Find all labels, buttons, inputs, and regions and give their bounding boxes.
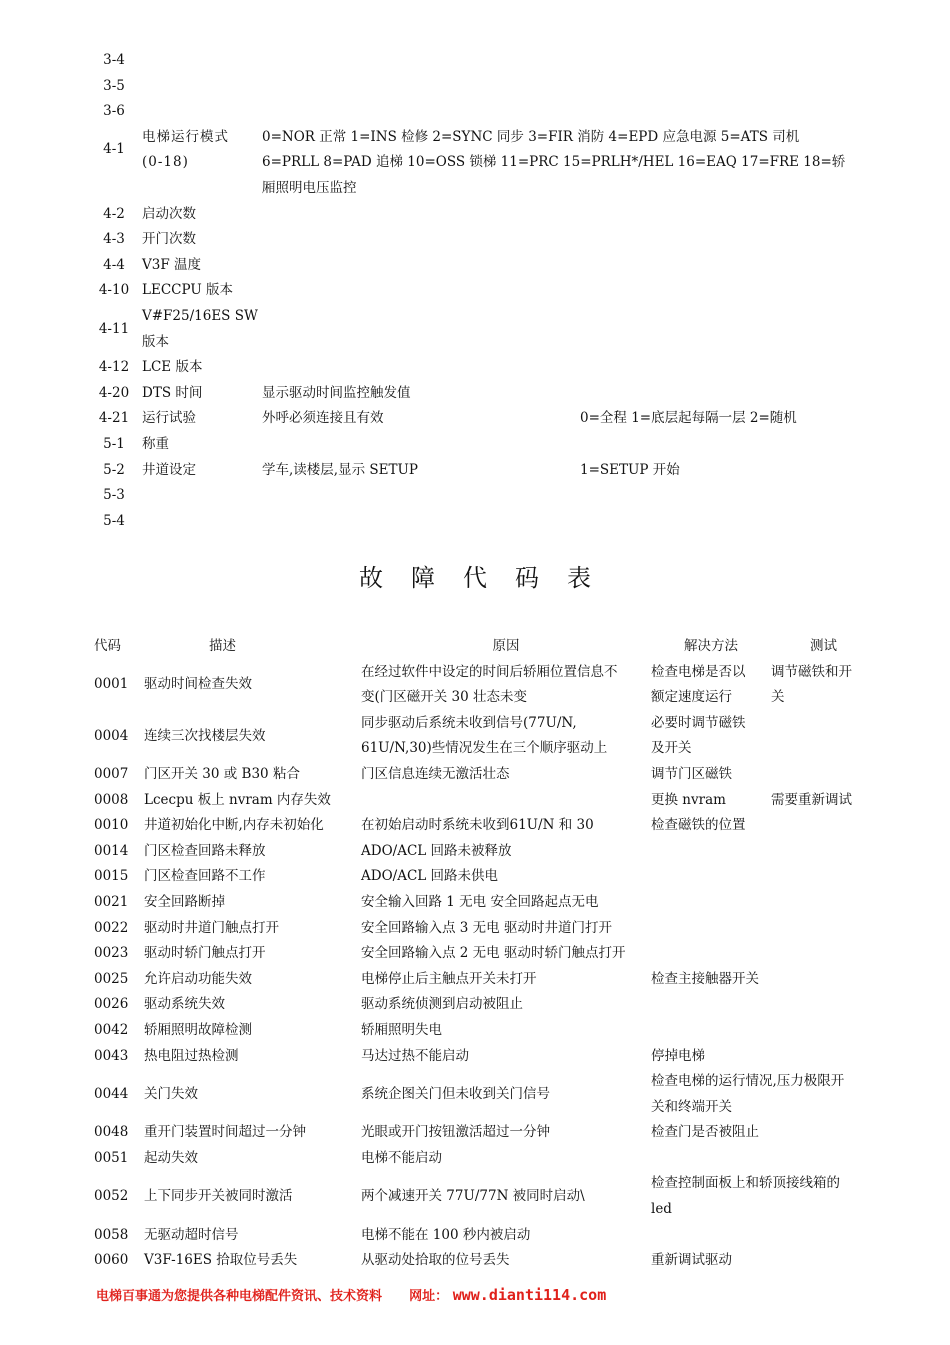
param-row [86,202,876,228]
fault-cause [361,864,651,890]
fault-fix-line: 检查主接触器开关 [651,970,759,987]
fault-desc: 上下同步开关被同时激活 [144,1188,293,1205]
fault-cause-line: 安全输入回路 1 无电 安全回路起点无电 [361,893,599,910]
param-row [86,304,876,355]
fault-fix [651,1248,771,1274]
fault-fix-line: 检查门是否被阻止 [651,1124,759,1141]
fault-fix-line: led [651,1201,672,1218]
param-code: 4-3 [103,231,125,248]
fault-code: 0060 [94,1252,129,1269]
fault-cause-line: 安全回路输入点 3 无电 驱动时井道门打开 [361,919,612,936]
param-row [86,509,876,535]
fault-test-line: 调节磁铁和开 [771,663,852,680]
fault-code: 0051 [94,1149,129,1166]
fault-cause [361,839,651,865]
fault-cause-line: 系统企图关门但未收到关门信号 [361,1085,550,1102]
table-row [86,1120,876,1146]
param-code: 3-6 [103,103,125,120]
param-name: V#F25/16ES SW 版本 [142,307,258,350]
param-code: 5-4 [103,512,125,529]
param-row [86,278,876,304]
param-options: 0=全程 1=底层起每隔一层 2=随机 [580,410,797,427]
param-code: 3-4 [103,52,125,68]
param-code: 4-11 [98,320,130,337]
param-code: 5-2 [103,461,125,478]
fault-fix-line: 关和终端开关 [651,1098,732,1115]
fault-code: 0025 [94,970,129,987]
param-row [86,406,876,432]
param-code: 5-3 [103,487,125,504]
fault-code: 0042 [94,1021,129,1038]
fault-cause [361,1146,651,1172]
param-code: 4-1 [103,140,125,157]
fault-cause-line: 变(门区磁开关 30 壮态未变 [361,689,528,706]
fault-desc: 无驱动超时信号 [144,1226,239,1243]
param-code: 4-12 [98,359,130,376]
fault-fix-line: 必要时调节磁铁 [651,714,746,731]
fault-fix [651,1171,881,1222]
param-row [86,432,876,458]
param-code: 4-10 [98,282,130,299]
parameter-list [86,48,876,534]
param-code: 3-5 [103,77,125,94]
fault-cause-line: 门区信息连续无激活壮态 [361,765,510,782]
fault-cause-line: 从驱动处拾取的位号丢失 [361,1252,510,1269]
fault-desc: 驱动时井道门触点打开 [144,919,279,936]
fault-fix-line: 更换 nvram [651,791,726,808]
fault-code: 0010 [94,817,129,834]
table-row [86,916,876,942]
fault-cause [361,1044,651,1070]
fault-desc: 驱动系统失效 [144,996,225,1013]
param-name: 称重 [142,435,169,452]
fault-cause-line: 马达过热不能启动 [361,1047,469,1064]
param-desc: 外呼必须连接且有效 [262,410,384,427]
table-row [86,890,876,916]
fault-cause [361,1082,651,1108]
fault-test-line: 需要重新调试 [771,791,852,808]
param-row [86,227,876,253]
fault-cause-line: ADO/ACL 回路未被释放 [361,842,512,859]
param-desc: 0=NOR 正常 1=INS 检修 2=SYNC 同步 3=FIR 消防 4=EPD 应急电源 5=ATS 司机 6=PRLL 8=PAD 追梯 10=OSS 锁梯 11=PRC 15=PRLH*/HEL 16=EAQ 17=FRE 18=轿 厢照明电压监控 [262,128,846,196]
fault-code: 0058 [94,1226,129,1243]
fault-fix-line: 调节门区磁铁 [651,765,732,782]
fault-fix-line: 检查控制面板上和轿顶接线箱的 [651,1175,840,1192]
fault-desc: 连续三次找楼层失效 [144,727,266,744]
table-row [86,788,876,814]
fault-cause-line: 61U/N,30)些情况发生在三个顺序驱动上 [361,740,608,757]
fault-desc: Lcecpu 板上 nvram 内存失效 [144,791,331,808]
param-row [86,99,876,125]
param-name: 启动次数 [142,205,196,222]
fault-code: 0044 [94,1085,129,1102]
param-options: 1=SETUP 开始 [580,461,680,478]
param-row [86,381,876,407]
fault-code: 0048 [94,1124,129,1141]
fault-fix [651,711,771,762]
param-row [86,458,876,484]
fault-code: 0043 [94,1047,129,1064]
fault-cause-line: 同步驱动后系统未收到信号(77U/N, [361,714,577,731]
fault-cause-line: 电梯不能启动 [361,1149,442,1166]
fault-fix [651,1069,881,1120]
table-header [86,634,876,660]
fault-cause [361,941,651,967]
fault-desc: 重开门装置时间超过一分钟 [144,1124,306,1141]
header-fix: 解决方法 [684,638,738,654]
fault-cause [361,762,651,788]
fault-cause [361,660,651,711]
fault-desc: 驱动时间检查失效 [144,676,252,693]
fault-cause [361,711,651,762]
fault-desc: 驱动时轿门触点打开 [144,945,266,962]
page-title: 故障代码表 [359,564,619,592]
param-name: LECCPU 版本 [142,282,233,299]
fault-cause [361,1223,651,1249]
table-row [86,660,876,711]
fault-cause [361,890,651,916]
fault-cause-line: 轿厢照明失电 [361,1021,442,1038]
fault-cause [361,992,651,1018]
fault-desc: 井道初始化中断,内存未初始化 [144,817,324,834]
footer-ad [96,1285,606,1304]
table-row [86,864,876,890]
fault-desc: 门区开关 30 或 B30 粘合 [144,765,300,782]
param-code: 4-21 [98,410,130,427]
fault-cause-line: 两个减速开关 77U/77N 被同时启动\ [361,1188,585,1205]
param-row [86,483,876,509]
fault-cause-line: 电梯停止后主触点开关未打开 [361,970,537,987]
fault-fix-line: 额定速度运行 [651,689,732,706]
fault-code: 0026 [94,996,129,1013]
fault-test [771,660,876,711]
fault-code: 0023 [94,945,129,962]
fault-desc: 轿厢照明故障检测 [144,1021,252,1038]
fault-cause [361,1184,651,1210]
fault-cause [361,1248,651,1274]
fault-cause-line: 电梯不能在 100 秒内被启动 [361,1226,531,1243]
fault-desc: 起动失效 [144,1149,198,1166]
table-row [86,941,876,967]
fault-cause-line: 在经过软件中设定的时间后轿厢位置信息不 [361,663,618,680]
fault-fix [651,967,771,993]
param-row [86,74,876,100]
fault-code: 0001 [94,676,129,693]
table-row [86,711,876,762]
param-name: 井道设定 [142,461,196,478]
fault-fix-line: 及开关 [651,740,692,757]
fault-code: 0004 [94,727,129,744]
param-row [86,253,876,279]
table-row [86,1146,876,1172]
fault-desc: 门区检查回路未释放 [144,842,266,859]
fault-cause [361,813,651,839]
fault-desc: 允许启动功能失效 [144,970,252,987]
fault-fix [651,762,771,788]
fault-cause-line: 安全回路输入点 2 无电 驱动时轿门触点打开 [361,945,626,962]
fault-cause-line: 驱动系统侦测到启动被阻止 [361,996,523,1013]
param-name: LCE 版本 [142,359,203,376]
fault-fix [651,788,771,814]
table-row [86,1044,876,1070]
fault-fix-line: 检查磁铁的位置 [651,817,746,834]
fault-test [771,788,876,814]
fault-fix [651,1120,771,1146]
header-cause: 原因 [492,638,520,654]
table-row [86,839,876,865]
fault-code-table [86,634,876,1274]
fault-code: 0022 [94,919,129,936]
footer-text: 电梯百事通为您提供各种电梯配件资讯、技术资料 [96,1289,383,1304]
fault-desc: 门区检查回路不工作 [144,868,266,885]
fault-desc: 热电阻过热检测 [144,1047,239,1064]
param-code: 5-1 [103,435,125,452]
param-name: DTS 时间 [142,384,203,401]
fault-cause [361,916,651,942]
header-test: 测试 [810,638,837,654]
table-row [86,762,876,788]
param-code: 4-2 [103,205,125,222]
param-row [86,355,876,381]
table-row [86,967,876,993]
table-row [86,1018,876,1044]
footer-url-link[interactable]: www.dianti114.com [452,1286,607,1304]
param-row-4-1 [86,125,876,202]
fault-fix [651,813,771,839]
param-row [86,48,876,74]
param-name: 开门次数 [142,231,196,248]
header-code: 代码 [94,638,121,654]
fault-cause-line: ADO/ACL 回路未供电 [361,868,499,885]
fault-fix [651,660,771,711]
table-row [86,1069,876,1120]
param-name: 运行试验 [142,410,196,427]
fault-cause [361,1018,651,1044]
header-desc: 描述 [209,638,236,654]
fault-desc: 关门失效 [144,1085,198,1102]
fault-code: 0015 [94,868,129,885]
table-row [86,813,876,839]
table-row [86,1248,876,1274]
fault-fix [651,1044,771,1070]
param-desc: 学车,读楼层,显示 SETUP [262,461,418,478]
fault-code: 0021 [94,893,129,910]
param-name: 电梯运行模式 (0-18) [142,128,229,171]
param-name: V3F 温度 [142,256,201,273]
table-row [86,1171,876,1222]
fault-test-line: 关 [771,689,785,706]
fault-code: 0007 [94,765,129,782]
fault-cause-line: 在初始启动时系统未收到61U/N 和 30 [361,817,594,834]
fault-fix-line: 停掉电梯 [651,1047,705,1064]
table-row [86,1223,876,1249]
fault-fix-line: 检查电梯的运行情况,压力极限开 [651,1073,845,1090]
fault-code: 0014 [94,842,129,859]
fault-desc: V3F-16ES 拾取位号丢失 [144,1252,298,1269]
param-code: 4-4 [103,256,125,273]
param-code: 4-20 [98,384,130,401]
param-desc: 显示驱动时间监控触发值 [262,384,411,401]
fault-cause-line: 光眼或开门按钮激活超过一分钟 [361,1124,550,1141]
fault-desc: 安全回路断掉 [144,893,225,910]
fault-cause [361,1120,651,1146]
fault-cause [361,967,651,993]
fault-code: 0008 [94,791,129,808]
table-row [86,992,876,1018]
fault-fix-line: 重新调试驱动 [651,1252,732,1269]
fault-code: 0052 [94,1188,129,1205]
footer-label: 网址： [409,1289,449,1304]
fault-fix-line: 检查电梯是否以 [651,663,746,680]
